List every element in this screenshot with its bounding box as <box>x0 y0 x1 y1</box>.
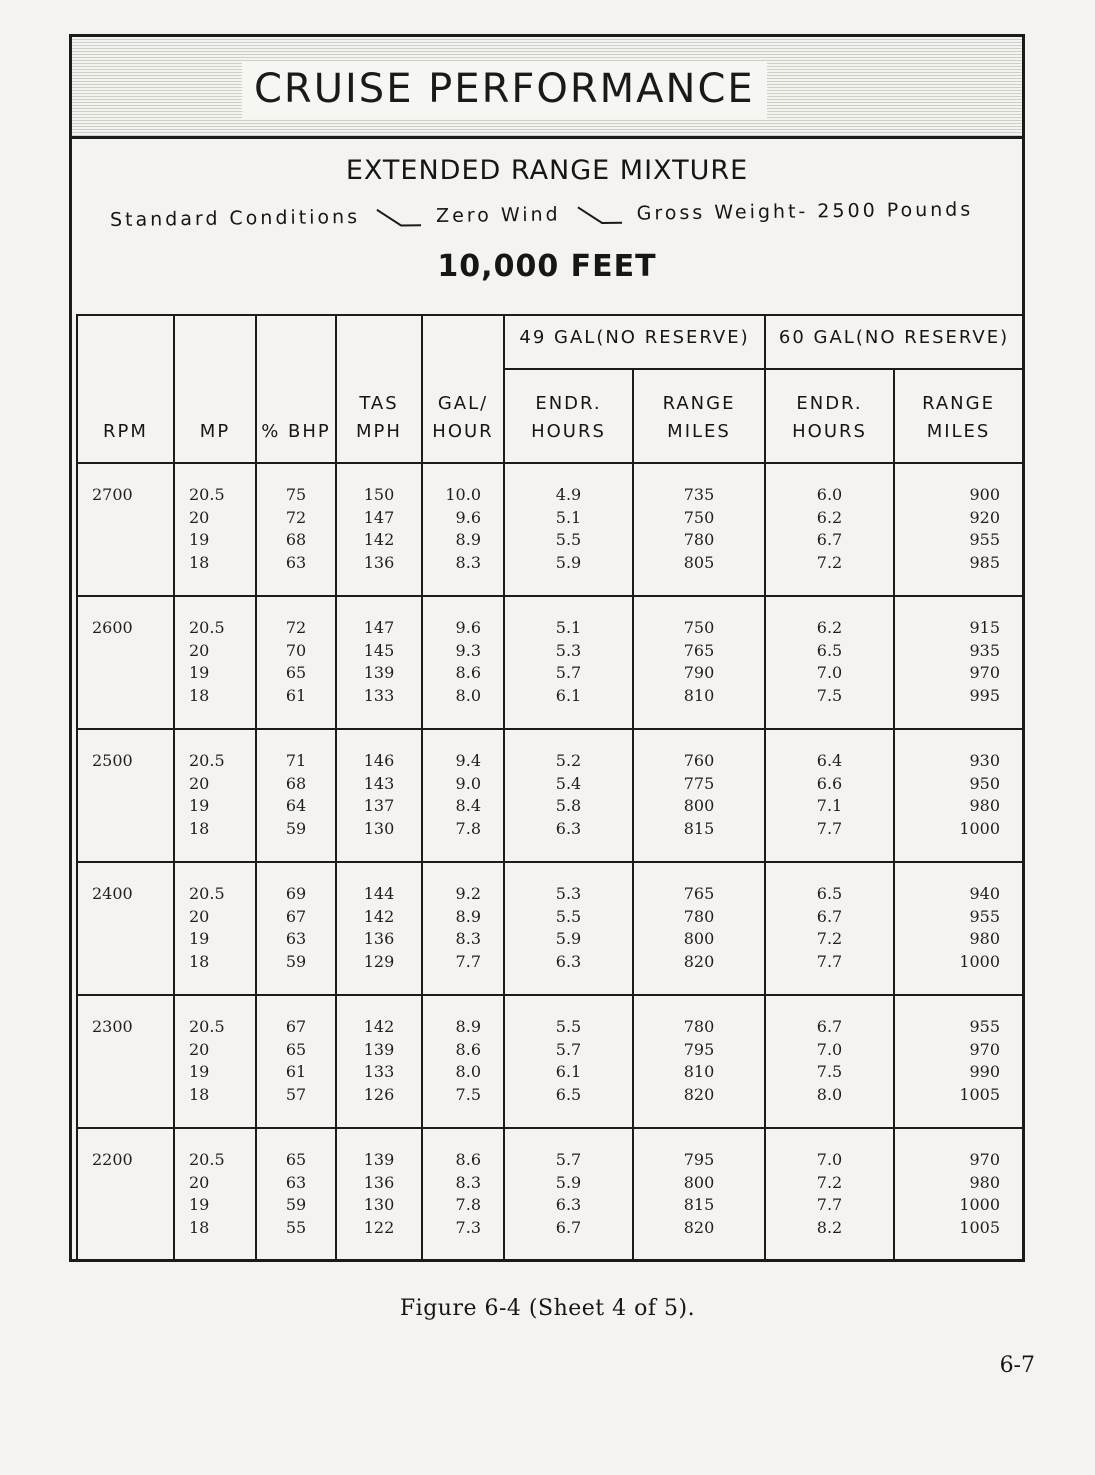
value: 805 <box>683 552 715 572</box>
mp-cell <box>174 463 256 596</box>
range-60-cell <box>894 463 1023 596</box>
gal-hour-cell <box>422 1261 504 1262</box>
value: 5.7 <box>555 1150 582 1169</box>
endr-60-cell <box>765 729 894 862</box>
range-60-cell <box>894 1128 1023 1261</box>
endr-49-cell <box>504 862 633 995</box>
value: 139 <box>363 1039 395 1059</box>
value: 9.4 <box>455 751 481 770</box>
tas-cell <box>336 862 422 995</box>
gal-hour-cell <box>422 463 504 596</box>
value: 5.1 <box>555 618 582 637</box>
header-mp: MP <box>174 315 256 463</box>
value: 795 <box>683 1039 715 1059</box>
value: 20 <box>189 640 210 660</box>
value: 6.7 <box>816 530 843 549</box>
mp-cell <box>174 862 256 995</box>
range-49-cell <box>633 862 765 995</box>
value: 6.7 <box>816 1017 843 1036</box>
value: 147 <box>363 507 395 527</box>
value: 20 <box>189 1172 210 1192</box>
value: 5.1 <box>555 507 582 527</box>
condition-wind: Zero Wind <box>435 203 561 228</box>
value: 129 <box>363 951 395 971</box>
rpm-cell <box>77 729 174 862</box>
value: 8.9 <box>455 1017 481 1036</box>
value: 5.7 <box>555 663 582 682</box>
value: 8.3 <box>455 552 481 572</box>
bhp-cell <box>256 729 336 862</box>
value: 6.1 <box>555 1062 582 1081</box>
diagonal-separator-icon <box>373 206 423 229</box>
table-row <box>77 729 1023 862</box>
value: 940 <box>969 884 1001 903</box>
value: 5.3 <box>555 640 582 660</box>
value: 126 <box>363 1084 395 1104</box>
value: 800 <box>683 1172 715 1192</box>
value: 7.5 <box>455 1084 481 1104</box>
value: 20 <box>189 773 210 793</box>
range-49-cell <box>633 1128 765 1261</box>
value: 780 <box>683 906 715 926</box>
value: 950 <box>969 773 1001 793</box>
tas-cell <box>336 596 422 729</box>
value: 800 <box>683 929 715 948</box>
value: 8.9 <box>455 530 481 549</box>
value: 7.2 <box>816 552 843 572</box>
value: 815 <box>683 818 715 838</box>
value: 8.9 <box>455 906 481 926</box>
endr-49-cell <box>504 1128 633 1261</box>
value: 130 <box>363 818 395 838</box>
value: 9.6 <box>455 507 481 527</box>
value: 750 <box>683 618 715 637</box>
value: 980 <box>969 796 1001 815</box>
value: 780 <box>683 1017 715 1036</box>
range-49-cell <box>633 596 765 729</box>
value: 65 <box>285 1150 307 1169</box>
rpm-cell <box>77 596 174 729</box>
value: 122 <box>363 1217 395 1237</box>
value: 970 <box>969 1039 1001 1059</box>
value: 1000 <box>959 818 1001 838</box>
value: 5.5 <box>555 530 582 549</box>
page-number: 6-7 <box>999 1353 1035 1378</box>
value: 136 <box>363 552 395 572</box>
value: 59 <box>285 818 307 838</box>
value: 6.1 <box>555 685 582 705</box>
value: 6.2 <box>816 618 843 637</box>
value: 5.8 <box>555 796 582 815</box>
tas-cell <box>336 995 422 1128</box>
value: 139 <box>363 1150 395 1169</box>
table-row <box>77 862 1023 995</box>
value: 1000 <box>959 1195 1001 1214</box>
mp-cell <box>174 596 256 729</box>
header-group-60-gal: 60 GAL(NO RESERVE) <box>765 315 1023 369</box>
value: 2200 <box>92 1150 133 1169</box>
value: 18 <box>189 1217 210 1237</box>
value: 133 <box>363 685 395 705</box>
value: 68 <box>285 530 307 549</box>
value: 7.0 <box>816 1039 843 1059</box>
value: 955 <box>969 1017 1001 1036</box>
value: 67 <box>285 1017 307 1036</box>
value: 137 <box>363 796 395 815</box>
value: 5.4 <box>555 773 582 793</box>
value: 8.6 <box>455 1150 481 1169</box>
value: 71 <box>285 751 307 770</box>
value: 72 <box>285 618 307 637</box>
value: 7.5 <box>816 1062 843 1081</box>
value: 18 <box>189 818 210 838</box>
value: 790 <box>683 663 715 682</box>
header-rpm: RPM <box>77 315 174 463</box>
value: 19 <box>189 1195 210 1214</box>
endr-60-cell <box>765 463 894 596</box>
value: 18 <box>189 685 210 705</box>
value: 935 <box>969 640 1001 660</box>
range-49-cell <box>633 995 765 1128</box>
value: 142 <box>363 530 395 549</box>
value: 68 <box>285 773 307 793</box>
value: 59 <box>285 951 307 971</box>
gal-hour-cell <box>422 1128 504 1261</box>
value: 9.6 <box>455 618 481 637</box>
page-title: CRUISE PERFORMANCE <box>242 61 767 119</box>
value: 61 <box>285 685 307 705</box>
value: 20.5 <box>189 1017 225 1036</box>
value: 765 <box>683 884 715 903</box>
value: 1000 <box>959 951 1001 971</box>
value: 985 <box>969 552 1001 572</box>
value: 6.2 <box>816 507 843 527</box>
altitude-label: 10,000 FEET <box>437 249 657 284</box>
value: 19 <box>189 796 210 815</box>
value: 955 <box>969 906 1001 926</box>
table-row <box>77 1128 1023 1261</box>
value: 9.0 <box>455 773 481 793</box>
value: 7.8 <box>455 818 481 838</box>
conditions-line <box>110 198 973 231</box>
value: 7.2 <box>816 929 843 948</box>
value: 920 <box>969 507 1001 527</box>
range-49-cell <box>633 463 765 596</box>
value: 19 <box>189 929 210 948</box>
rpm-cell <box>77 1261 174 1262</box>
value: 20.5 <box>189 751 225 770</box>
value: 7.7 <box>455 951 481 971</box>
endr-60-cell <box>765 995 894 1128</box>
value: 8.0 <box>455 1062 481 1081</box>
value: 8.2 <box>816 1217 843 1237</box>
value: 20.5 <box>189 884 225 903</box>
value: 130 <box>363 1195 395 1214</box>
value: 7.7 <box>816 951 843 971</box>
value: 142 <box>363 906 395 926</box>
value: 20.5 <box>189 1150 225 1169</box>
gal-hour-cell <box>422 596 504 729</box>
value: 7.0 <box>816 1150 843 1169</box>
value: 8.4 <box>455 796 481 815</box>
value: 20 <box>189 906 210 926</box>
value: 57 <box>285 1084 307 1104</box>
value: 150 <box>363 485 395 504</box>
title-banner <box>72 37 1022 139</box>
header-endr-60: ENDR. HOURS <box>765 369 894 463</box>
value: 900 <box>969 485 1001 504</box>
value: 800 <box>683 796 715 815</box>
value: 9.3 <box>455 640 481 660</box>
value: 65 <box>285 663 307 682</box>
value: 810 <box>683 1062 715 1081</box>
endr-49-cell <box>504 596 633 729</box>
value: 810 <box>683 685 715 705</box>
endr-49-cell <box>504 729 633 862</box>
value: 4.9 <box>555 485 582 504</box>
rpm-cell <box>77 1128 174 1261</box>
value: 5.9 <box>555 929 582 948</box>
rpm-cell <box>77 862 174 995</box>
value: 72 <box>285 507 307 527</box>
value: 820 <box>683 1217 715 1237</box>
value: 6.3 <box>555 951 582 971</box>
value: 18 <box>189 1084 210 1104</box>
value: 815 <box>683 1195 715 1214</box>
gal-hour-cell <box>422 995 504 1128</box>
endr-60-cell <box>765 1261 894 1262</box>
value: 7.3 <box>455 1217 481 1237</box>
header-gal-hour: GAL/ HOUR <box>422 315 504 463</box>
value: 735 <box>683 485 715 504</box>
value: 6.5 <box>816 640 843 660</box>
header-endr-49: ENDR. HOURS <box>504 369 633 463</box>
value: 67 <box>285 906 307 926</box>
value: 775 <box>683 773 715 793</box>
range-60-cell <box>894 729 1023 862</box>
table-row <box>77 596 1023 729</box>
figure-caption: Figure 6-4 (Sheet 4 of 5). <box>399 1296 696 1321</box>
gal-hour-cell <box>422 729 504 862</box>
value: 820 <box>683 951 715 971</box>
value: 1005 <box>959 1084 1001 1104</box>
value: 63 <box>285 552 307 572</box>
mixture-subtitle: EXTENDED RANGE MIXTURE <box>345 155 749 186</box>
value: 19 <box>189 530 210 549</box>
value: 75 <box>285 485 307 504</box>
value: 8.6 <box>455 1039 481 1059</box>
range-49-cell <box>633 1261 765 1262</box>
value: 6.0 <box>816 485 843 504</box>
value: 915 <box>969 618 1001 637</box>
bhp-cell <box>256 1261 336 1262</box>
range-60-cell <box>894 862 1023 995</box>
range-49-cell <box>633 729 765 862</box>
value: 143 <box>363 773 395 793</box>
value: 6.7 <box>816 906 843 926</box>
endr-49-cell <box>504 995 633 1128</box>
bhp-cell <box>256 1128 336 1261</box>
value: 750 <box>683 507 715 527</box>
value: 136 <box>363 929 395 948</box>
header-group-49-gal: 49 GAL(NO RESERVE) <box>504 315 765 369</box>
value: 980 <box>969 1172 1001 1192</box>
value: 69 <box>285 884 307 903</box>
value: 18 <box>189 951 210 971</box>
rpm-cell <box>77 995 174 1128</box>
value: 136 <box>363 1172 395 1192</box>
bhp-cell <box>256 995 336 1128</box>
header-tas: TAS MPH <box>336 315 422 463</box>
value: 8.0 <box>816 1084 843 1104</box>
value: 765 <box>683 640 715 660</box>
value: 6.4 <box>816 751 843 770</box>
value: 2700 <box>92 485 133 504</box>
value: 5.9 <box>555 1172 582 1192</box>
performance-table <box>76 314 1024 1262</box>
value: 63 <box>285 929 307 948</box>
value: 6.3 <box>555 1195 582 1214</box>
endr-60-cell <box>765 1128 894 1261</box>
mp-cell <box>174 729 256 862</box>
value: 7.7 <box>816 818 843 838</box>
value: 6.6 <box>816 773 843 793</box>
value: 7.2 <box>816 1172 843 1192</box>
value: 8.3 <box>455 1172 481 1192</box>
table-row <box>77 995 1023 1128</box>
table-row <box>77 1261 1023 1262</box>
value: 990 <box>969 1062 1001 1081</box>
value: 6.3 <box>555 818 582 838</box>
value: 65 <box>285 1039 307 1059</box>
mp-cell <box>174 995 256 1128</box>
tas-cell <box>336 1261 422 1262</box>
value: 142 <box>363 1017 395 1036</box>
value: 780 <box>683 530 715 549</box>
table-row <box>77 463 1023 596</box>
bhp-cell <box>256 596 336 729</box>
mp-cell <box>174 1128 256 1261</box>
value: 955 <box>969 530 1001 549</box>
endr-60-cell <box>765 596 894 729</box>
range-60-cell <box>894 995 1023 1128</box>
value: 20 <box>189 1039 210 1059</box>
value: 70 <box>285 640 307 660</box>
bhp-cell <box>256 862 336 995</box>
value: 20.5 <box>189 485 225 504</box>
bhp-cell <box>256 463 336 596</box>
condition-weight: Gross Weight- 2500 Pounds <box>636 198 974 225</box>
diagonal-separator-icon <box>574 203 624 226</box>
value: 61 <box>285 1062 307 1081</box>
value: 2400 <box>92 884 133 903</box>
value: 820 <box>683 1084 715 1104</box>
endr-49-cell <box>504 463 633 596</box>
endr-60-cell <box>765 862 894 995</box>
value: 144 <box>363 884 395 903</box>
value: 55 <box>285 1217 307 1237</box>
value: 2600 <box>92 618 133 637</box>
tas-cell <box>336 1128 422 1261</box>
tas-cell <box>336 463 422 596</box>
value: 1005 <box>959 1217 1001 1237</box>
value: 2500 <box>92 751 133 770</box>
value: 8.3 <box>455 929 481 948</box>
value: 970 <box>969 663 1001 682</box>
value: 795 <box>683 1150 715 1169</box>
range-60-cell <box>894 1261 1023 1262</box>
value: 145 <box>363 640 395 660</box>
value: 5.3 <box>555 884 582 903</box>
value: 5.2 <box>555 751 582 770</box>
value: 6.5 <box>816 884 843 903</box>
value: 9.2 <box>455 884 481 903</box>
value: 20.5 <box>189 618 225 637</box>
value: 970 <box>969 1150 1001 1169</box>
range-60-cell <box>894 596 1023 729</box>
value: 19 <box>189 663 210 682</box>
value: 147 <box>363 618 395 637</box>
value: 5.5 <box>555 906 582 926</box>
value: 7.0 <box>816 663 843 682</box>
header-bhp: % BHP <box>256 315 336 463</box>
value: 63 <box>285 1172 307 1192</box>
value: 7.8 <box>455 1195 481 1214</box>
header-range-60: RANGE MILES <box>894 369 1023 463</box>
value: 7.1 <box>816 796 843 815</box>
cruise-performance-chart <box>69 34 1025 1262</box>
value: 64 <box>285 796 307 815</box>
value: 930 <box>969 751 1001 770</box>
header-range-49: RANGE MILES <box>633 369 765 463</box>
value: 7.5 <box>816 685 843 705</box>
value: 980 <box>969 929 1001 948</box>
value: 2300 <box>92 1017 133 1036</box>
value: 18 <box>189 552 210 572</box>
tas-cell <box>336 729 422 862</box>
mp-cell <box>174 1261 256 1262</box>
value: 7.7 <box>816 1195 843 1214</box>
value: 5.7 <box>555 1039 582 1059</box>
endr-49-cell <box>504 1261 633 1262</box>
value: 19 <box>189 1062 210 1081</box>
value: 10.0 <box>445 485 481 504</box>
value: 59 <box>285 1195 307 1214</box>
gal-hour-cell <box>422 862 504 995</box>
value: 5.9 <box>555 552 582 572</box>
value: 8.0 <box>455 685 481 705</box>
rpm-cell <box>77 463 174 596</box>
value: 6.7 <box>555 1217 582 1237</box>
value: 20 <box>189 507 210 527</box>
value: 8.6 <box>455 663 481 682</box>
value: 995 <box>969 685 1001 705</box>
value: 5.5 <box>555 1017 582 1036</box>
value: 146 <box>363 751 395 770</box>
value: 760 <box>683 751 715 770</box>
condition-standard: Standard Conditions <box>109 205 361 231</box>
value: 133 <box>363 1062 395 1081</box>
value: 139 <box>363 663 395 682</box>
value: 6.5 <box>555 1084 582 1104</box>
